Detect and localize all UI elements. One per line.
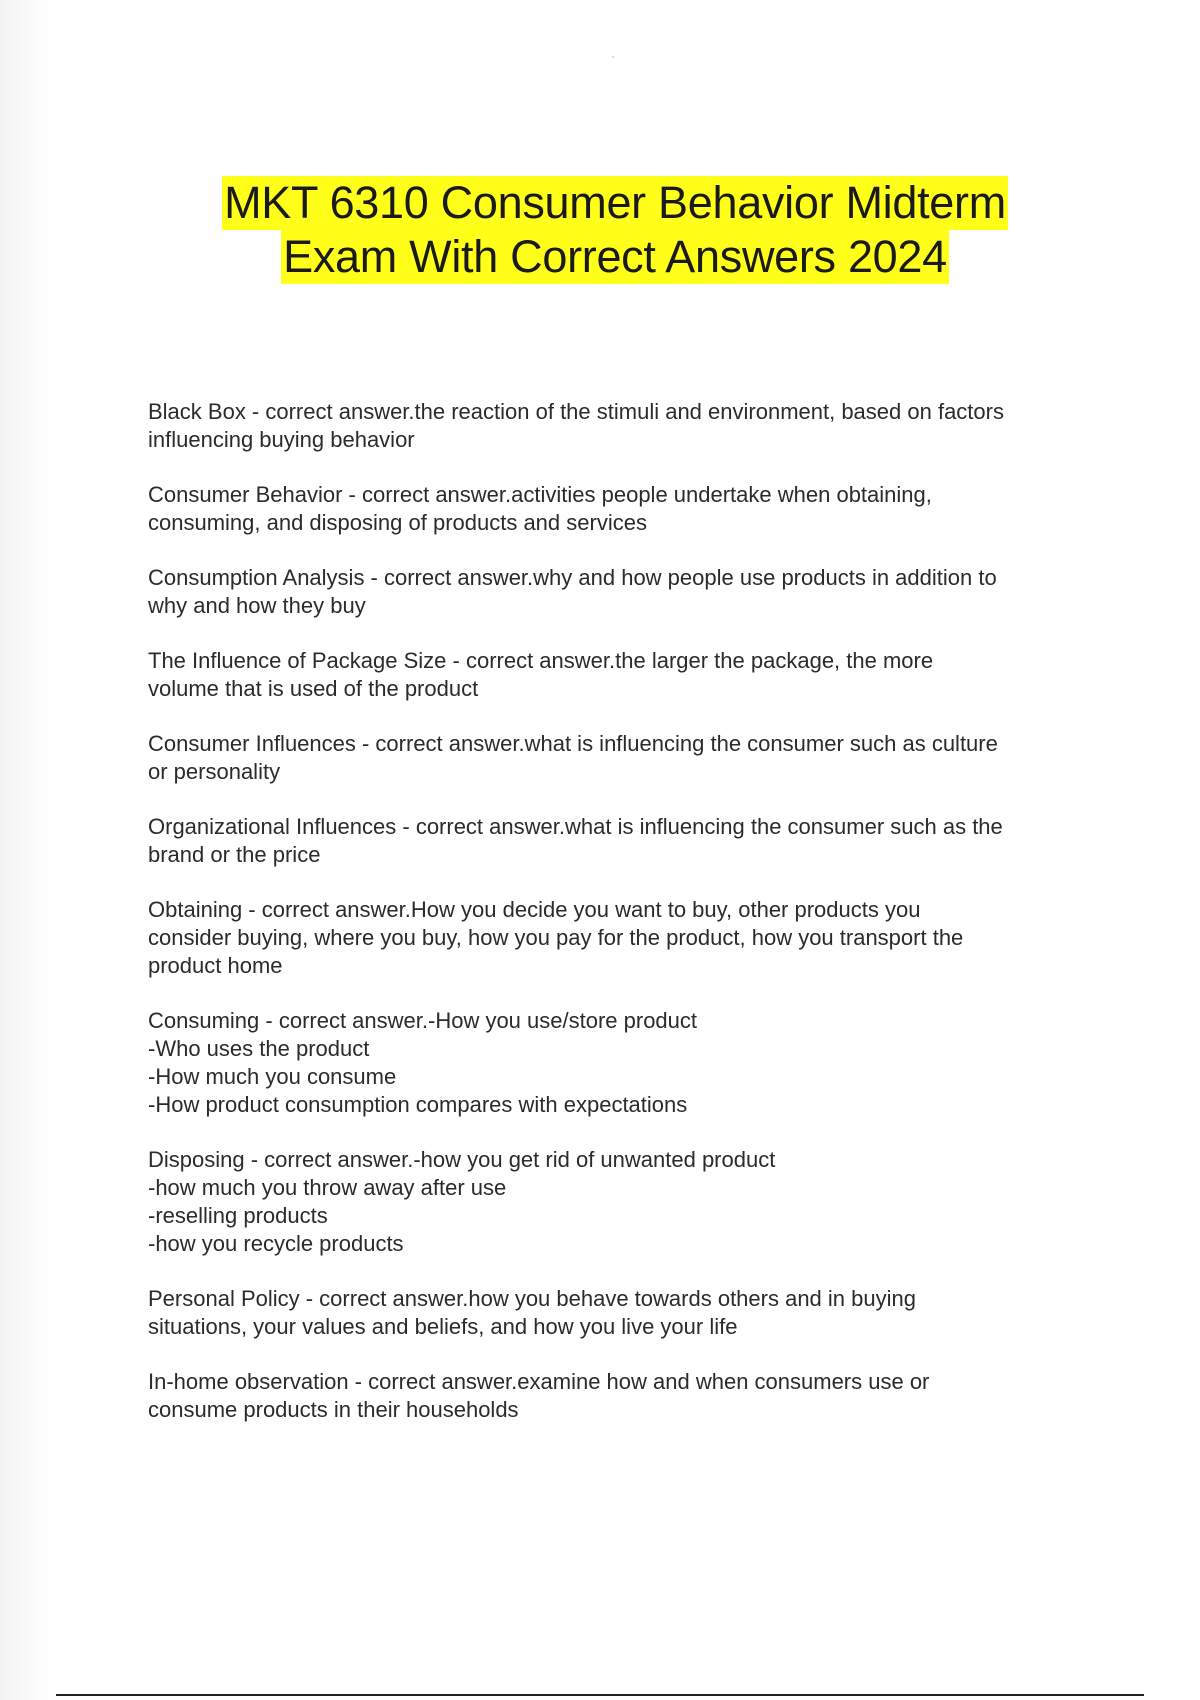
document-title bbox=[0, 176, 1200, 284]
definition-entry: Consumption Analysis - correct answer.why and how people use products in addition to why and how they buy bbox=[148, 565, 997, 618]
title-line-2: Exam With Correct Answers 2024 bbox=[283, 231, 947, 282]
bottom-rule bbox=[56, 1694, 1144, 1696]
scan-speck bbox=[612, 56, 614, 58]
definition-entry: Consumer Influences - correct answer.what is influencing the consumer such as culture or personality bbox=[148, 731, 998, 784]
title-line-1: MKT 6310 Consumer Behavior Midterm bbox=[224, 177, 1006, 228]
definition-entry: The Influence of Package Size - correct answer.the larger the package, the more volume that is used of the product bbox=[148, 648, 934, 701]
definition-entry: Consuming - correct answer.-How you use/store product -Who uses the product -How much you consume -How product consumption compares with expectations bbox=[148, 1008, 698, 1117]
definition-entry: Black Box - correct answer.the reaction of the stimuli and environment, based on factors influencing buying behavior bbox=[148, 399, 1004, 452]
definition-entry: Personal Policy - correct answer.how you behave towards others and in buying situations, your values and beliefs, and how you live your life bbox=[148, 1286, 916, 1339]
definition-entry: Obtaining - correct answer.How you decide you want to buy, other products you consider buying, where you buy, how you pay for the product, how you transport the product home bbox=[148, 897, 964, 978]
definition-entry: Organizational Influences - correct answer.what is influencing the consumer such as the brand or the price bbox=[148, 814, 1003, 867]
definition-entry: Disposing - correct answer.-how you get rid of unwanted product -how much you throw away after use -reselling products -how you recycle products bbox=[148, 1147, 776, 1256]
definition-list bbox=[148, 398, 1098, 1451]
definition-entry: Consumer Behavior - correct answer.activities people undertake when obtaining, consuming, and disposing of products and services bbox=[148, 482, 932, 535]
definition-entry: In-home observation - correct answer.examine how and when consumers use or consume products in their households bbox=[148, 1369, 930, 1422]
